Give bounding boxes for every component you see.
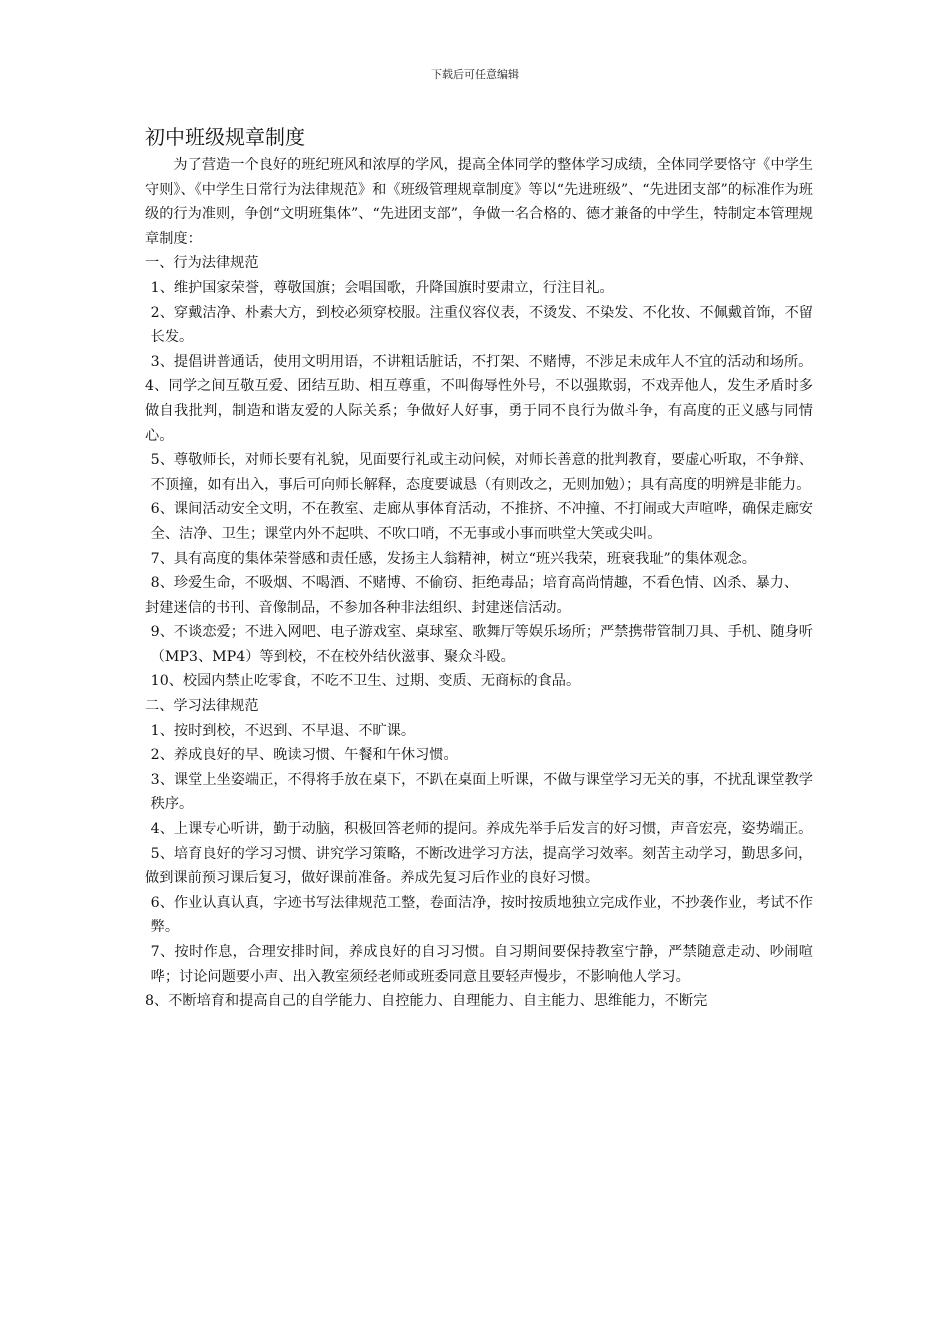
study-rule-5-continued: 做到课前预习课后复习，做好课前准备。养成先复习后作业的良好习惯。 [145,870,600,887]
study-rule-8: 8、不断培育和提高自己的自学能力、自控能力、自理能力、自主能力、思维能力，不断完 [145,993,708,1010]
document-body [145,122,813,1014]
conduct-rule-7: 7、具有高度的集体荣誉感和责任感，发扬主人翁精神，树立“班兴我荣，班衰我耻”的集体观念。 [150,550,756,567]
conduct-rule-8: 8、珍爱生命，不吸烟、不喝酒、不赌博、不偷窃、拒绝毒品；培育高尚情趣，不看色情、凶杀、暴力、 [150,575,799,592]
section-heading-study: 二、学习法律规范 [145,698,259,715]
conduct-rule-1: 1、维护国家荣誉，尊敬国旗；会唱国歌，升降国旗时要肃立，行注目礼。 [150,279,614,296]
conduct-rule-4: 4、同学之间互敬互爱、团结互助、相互尊重，不叫侮辱性外号，不以强欺弱，不戏弄他人，发生矛盾时多做自我批判，制造和谐友爱的人际关系；争做好人好事，勇于同不良行为做斗争，有高度的正义感与同情心。 [145,378,813,444]
conduct-rule-3: 3、提倡讲普通话，使用文明用语，不讲粗话脏话，不打架、不赌博，不涉足未成年人不宜的活动和场所。 [150,353,813,370]
document-title: 初中班级规章制度 [145,125,305,149]
conduct-rule-5: 5、尊敬师长，对师长要有礼貌，见面要行礼或主动问候，对师长善意的批判教育，要虚心听取，不争辩、不顶撞，如有出入，事后可向师长解释，态度要诚恳（有则改之，无则加勉）；具有高度的明辨是非能力。 [150,452,813,493]
conduct-rule-10: 10、校园内禁止吃零食，不吃不卫生、过期、变质、无商标的食品。 [150,673,581,690]
study-rule-1: 1、按时到校，不迟到、不早退、不旷课。 [150,722,416,739]
conduct-rule-9: 9、不谈恋爱；不进入网吧、电子游戏室、桌球室、歌舞厅等娱乐场所；严禁携带管制刀具、手机、随身听（MP3、MP4）等到校，不在校外结伙滋事、聚众斗殴。 [150,624,813,665]
conduct-rule-6: 6、课间活动安全文明，不在教室、走廊从事体育活动，不推挤、不冲撞、不打闹或大声喧哗，确保走廊安全、洁净、卫生；课堂内外不起哄、不吹口哨，不无事或小事而哄堂大笑或尖叫。 [150,501,813,542]
study-rule-6: 6、作业认真认真，字迹书写法律规范工整，卷面洁净，按时按质地独立完成作业，不抄袭作业，考试不作弊。 [150,894,813,936]
page-header: 下载后可任意编辑 [431,68,519,81]
section-heading-conduct: 一、行为法律规范 [145,255,259,272]
study-rule-5: 5、培育良好的学习习惯、讲究学习策略，不断改进学习方法，提高学习效率。刻苦主动学习，勤思多问， [150,845,813,862]
study-rule-3: 3、课堂上坐姿端正，不得将手放在桌下，不趴在桌面上听课，不做与课堂学习无关的事，不扰乱课堂教学秩序。 [150,771,813,813]
study-rule-2: 2、养成良好的早、晚读习惯、午餐和午休习惯。 [150,747,458,764]
conduct-rule-2: 2、穿戴洁净、朴素大方，到校必须穿校服。注重仪容仪表，不烫发、不染发、不化妆、不佩戴首饰，不留长发。 [150,304,813,346]
intro-paragraph: 为了营造一个良好的班纪班风和浓厚的学风，提高全体同学的整体学习成绩，全体同学要恪守《中学生守则》、《中学生日常行为法律规范》和《班级管理规章制度》等以“先进班级”、“先进团支部”的标准作为班级的行为准则，争创“文明班集体”、“先进团支部”，争做一名合格的、德才兼备的中学生，特制定本管理规章制度： [145,157,813,247]
study-rule-7: 7、按时作息，合理安排时间，养成良好的自习习惯。自习期间要保持教室宁静，严禁随意走动、吵闹喧哗；讨论问题要小声、出入教室须经老师或班委同意且要轻声慢步，不影响他人学习。 [150,944,813,985]
conduct-rule-8-continued: 封建迷信的书刊、音像制品，不参加各种非法组织、封建迷信活动。 [145,599,571,616]
study-rule-4: 4、上课专心听讲，勤于动脑，积极回答老师的提问。养成先举手后发言的好习惯，声音宏亮，姿势端正。 [150,821,813,838]
